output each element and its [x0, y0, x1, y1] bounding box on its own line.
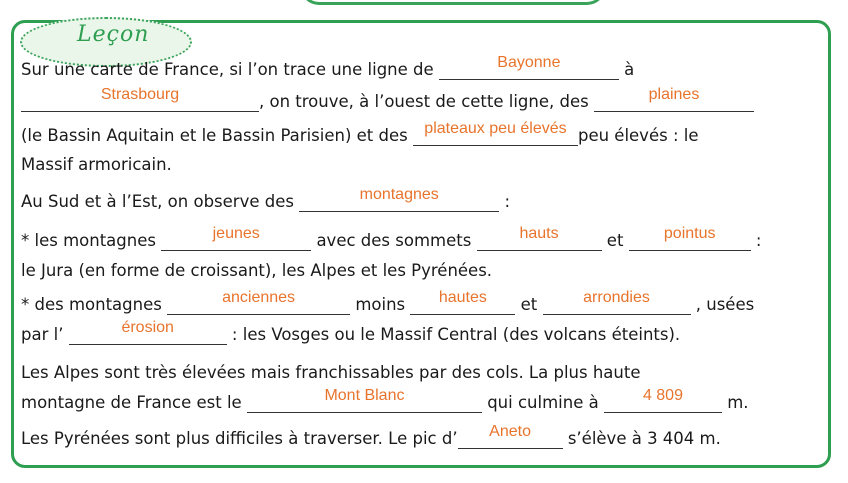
text-segment: m. — [721, 393, 749, 412]
blank-field[interactable] — [439, 54, 619, 80]
text-segment: s’élève à 3 404 m. — [562, 429, 721, 448]
lesson-badge-label: Leçon — [77, 22, 150, 47]
text-line-4 — [21, 155, 172, 175]
text-segment: par l’ — [21, 325, 69, 344]
answer-text: hauts — [519, 225, 559, 242]
text-segment: avec des sommets — [311, 231, 477, 250]
text-segment: (le Bassin Aquitain et le Bassin Parisien) et des — [21, 126, 413, 145]
blank-field[interactable] — [413, 120, 578, 146]
text-line-3 — [21, 120, 699, 146]
answer-text: Strasbourg — [100, 86, 180, 103]
text-line-12 — [21, 423, 721, 449]
blank-field[interactable] — [543, 289, 691, 315]
blank-field[interactable] — [161, 225, 311, 251]
text-segment: * les montagnes — [21, 231, 162, 250]
blank-field[interactable] — [21, 86, 259, 112]
text-segment: : — [499, 192, 511, 211]
answer-text: 4 809 — [642, 387, 683, 404]
text-segment: : les Vosges ou le Massif Central (des volcans éteints). — [226, 325, 681, 344]
text-line-10 — [21, 363, 640, 383]
text-segment: montagne de France est le — [21, 393, 247, 412]
answer-text: plaines — [648, 86, 700, 103]
answer-text: Aneto — [489, 423, 531, 440]
text-segment: peu élevés : le — [577, 126, 699, 145]
blank-field[interactable] — [167, 289, 350, 315]
text-line-1 — [21, 54, 635, 80]
answer-text: érosion — [121, 319, 174, 336]
text-segment: , usées — [690, 295, 755, 314]
text-line-8 — [21, 289, 755, 315]
text-segment: * des montagnes — [21, 295, 168, 314]
answer-text: plateaux peu élevés — [424, 120, 567, 137]
text-segment: Sur une carte de France, si l’on trace une ligne de — [21, 60, 439, 79]
blank-field[interactable] — [629, 225, 751, 251]
blank-field[interactable] — [247, 387, 482, 413]
text-line-7 — [21, 261, 492, 281]
text-segment: moins — [350, 295, 411, 314]
text-segment: et — [601, 231, 629, 250]
text-line-9 — [21, 319, 681, 345]
text-segment: le Jura (en forme de croissant), les Alpes et les Pyrénées. — [21, 261, 493, 280]
blank-field[interactable] — [477, 225, 602, 251]
text-line-11 — [21, 387, 749, 413]
text-segment: et — [515, 295, 543, 314]
blank-field[interactable] — [604, 387, 722, 413]
answer-text: Bayonne — [497, 54, 561, 71]
text-segment: : — [750, 231, 762, 250]
text-segment: Les Alpes sont très élevées mais franchissables par des cols. La plus haute — [21, 363, 641, 382]
blank-field[interactable] — [594, 86, 754, 112]
text-segment: Au Sud et à l’Est, on observe des — [21, 192, 300, 211]
text-line-6 — [21, 225, 762, 251]
text-line-2 — [21, 86, 754, 112]
answer-text: arrondies — [583, 289, 650, 306]
text-segment: qui culmine à — [481, 393, 604, 412]
answer-text: hautes — [438, 289, 487, 306]
answer-text: montagnes — [359, 186, 439, 203]
blank-field[interactable] — [69, 319, 227, 345]
text-line-5 — [21, 186, 511, 212]
text-segment: Les Pyrénées sont plus difficiles à traverser. Le pic d’ — [21, 429, 458, 448]
text-segment: Massif armoricain. — [21, 155, 172, 174]
text-segment: , on trouve, à l’ouest de cette ligne, des — [259, 92, 594, 111]
answer-text: pointus — [663, 225, 716, 242]
answer-text: jeunes — [212, 225, 260, 242]
text-segment: à — [618, 60, 635, 79]
answer-text: anciennes — [222, 289, 296, 306]
answer-text: Mont Blanc — [324, 387, 405, 404]
top-decoration — [300, 0, 606, 5]
blank-field[interactable] — [458, 423, 563, 449]
blank-field[interactable] — [410, 289, 515, 315]
blank-field[interactable] — [299, 186, 499, 212]
